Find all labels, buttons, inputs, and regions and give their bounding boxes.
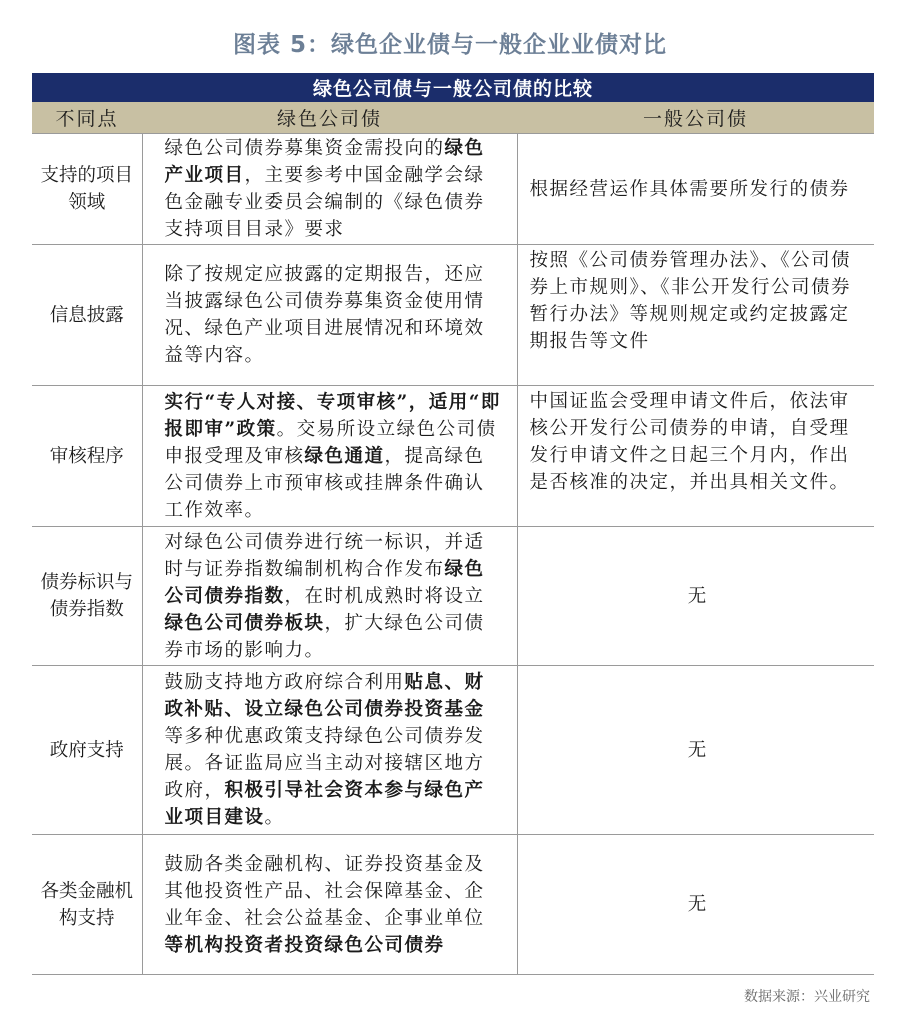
row-green <box>142 245 517 386</box>
data-source-note: 数据来源：兴业研究 <box>744 989 870 1005</box>
text-segment: 。交易所设立绿色公司债申报受理及审核 <box>164 418 497 467</box>
row-point: 审核程序 <box>32 386 142 527</box>
table-row <box>32 134 874 245</box>
text-segment: ，主要参考中国金融学会绿色金融专业委员会编制的《绿色债券支持项目目录》要求 <box>164 165 485 240</box>
row-green <box>142 134 517 245</box>
bold-text-segment: 等机构投资者投资绿色公司债券 <box>164 934 445 956</box>
row-point: 各类金融机构支持 <box>32 835 142 975</box>
text-segment: 中国证监会受理申请文件后，依法审核公开发行公司债券的申请，自受理发行申请文件之日起三个月内，作出是否核准的决定，并出具相关文件。 <box>529 391 850 493</box>
bold-text-segment: 绿色公司债券指数 <box>164 558 485 607</box>
row-green <box>142 386 517 527</box>
text-segment: 。 <box>264 807 285 828</box>
row-general <box>517 835 874 975</box>
row-general <box>517 386 874 527</box>
text-segment: ，在时机成熟时将设立 <box>284 585 485 607</box>
row-general <box>517 666 874 835</box>
text-segment: 等多种优惠政策支持绿色公司债券发展。各证监局应当主动对接辖区地方政府， <box>164 726 485 801</box>
text-segment: 绿色公司债券募集资金需投向的 <box>164 138 445 159</box>
row-green <box>142 527 517 666</box>
row-point: 债券标识与债券指数 <box>32 527 142 666</box>
bold-text-segment: 绿色通道 <box>304 445 385 467</box>
bold-text-segment: 积极引导社会资本参与绿色产业项目建设 <box>164 780 485 828</box>
table-row <box>32 386 874 527</box>
table-row <box>32 245 874 386</box>
bold-text-segment: 绿色公司债券板块 <box>164 612 325 634</box>
row-point: 政府支持 <box>32 666 142 835</box>
row-point: 支持的项目领域 <box>32 134 142 245</box>
table-banner: 绿色公司债与一般公司债的比较 <box>32 73 874 102</box>
header-point: 不同点 <box>32 102 142 134</box>
text-segment: 按照《公司债券管理办法》、《公司债券上市规则》、《非公开发行公司债券暂行办法》等规则规定或约定披露定期报告等文件 <box>529 250 852 352</box>
header-general: 一般公司债 <box>517 102 874 134</box>
figure-title: 图表 5：绿色企业债与一般企业业债对比 <box>232 32 667 58</box>
header-green: 绿色公司债 <box>142 102 517 134</box>
text-segment: ，提高绿色公司债券上市预审核或挂牌条件确认工作效率。 <box>164 445 485 521</box>
row-green <box>142 835 517 975</box>
row-general <box>517 245 874 386</box>
text-segment: 无 <box>687 739 708 761</box>
text-segment: 无 <box>687 894 708 915</box>
text-segment: ，扩大绿色公司债券市场的影响力。 <box>164 612 485 661</box>
text-segment: 鼓励各类金融机构、证券投资基金及其他投资性产品、社会保障基金、企业年金、社会公益基金、企事业单位 <box>164 853 485 929</box>
text-segment: 鼓励支持地方政府综合利用 <box>164 672 405 693</box>
text-segment: 对绿色公司债券进行统一标识，并适时与证券指数编制机构合作发布 <box>164 531 485 580</box>
table-row <box>32 527 874 666</box>
text-segment: 除了按规定应披露的定期报告，还应当披露绿色公司债券募集资金使用情况、绿色产业项目进展情况和环境效益等内容。 <box>164 264 485 366</box>
table-row <box>32 666 874 835</box>
text-segment: 根据经营运作具体需要所发行的债券 <box>529 178 850 200</box>
row-general <box>517 134 874 245</box>
bold-text-segment: 实行“专人对接、专项审核”，适用“即报即审”政策 <box>164 391 501 440</box>
bold-text-segment: 绿色产业项目 <box>164 138 485 186</box>
row-point: 信息披露 <box>32 245 142 386</box>
table-row <box>32 835 874 975</box>
table-header-row <box>32 102 874 134</box>
comparison-table <box>32 73 874 975</box>
row-general <box>517 527 874 666</box>
row-green <box>142 666 517 835</box>
text-segment: 无 <box>687 585 708 607</box>
bold-text-segment: 贴息、财政补贴、设立绿色公司债券投资基金 <box>164 672 485 720</box>
